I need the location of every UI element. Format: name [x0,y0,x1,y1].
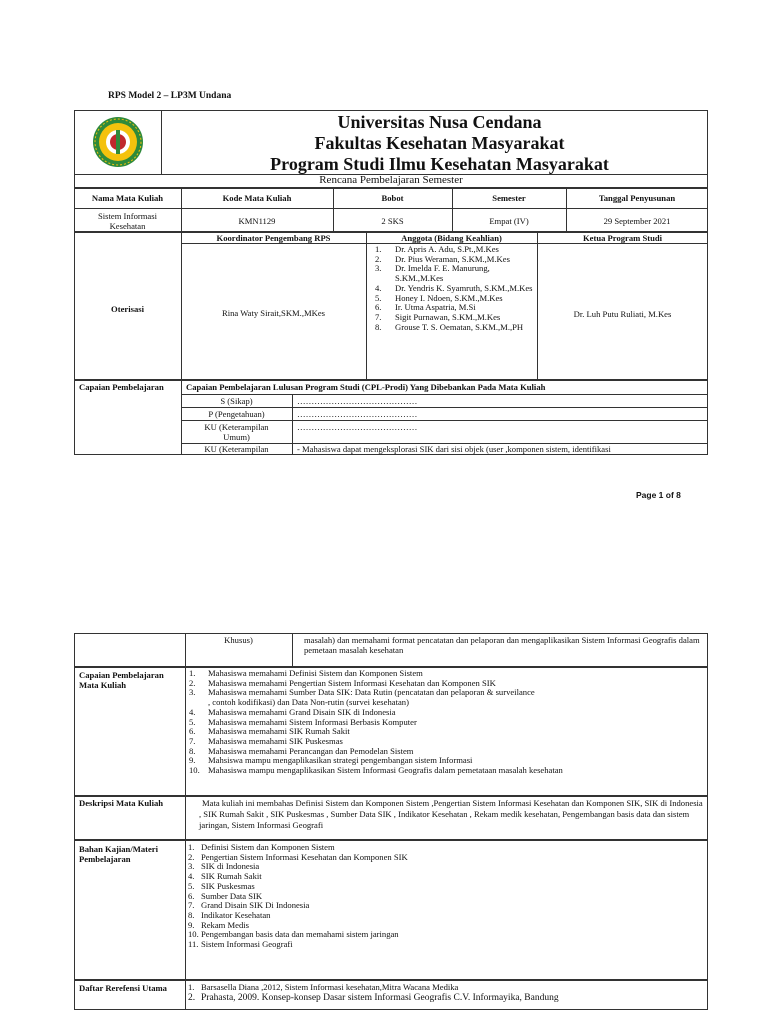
list-item: 2. Pengertian Sistem Informasi Kesehatan dan Komponen SIK [188,851,408,862]
continued-text: masalah) dan memahami format pencatatan dan pelaporan dan mengaplikasikan Sistem Informasi Geografis dalam pemetaan masalah kesehatan [304,635,700,655]
list-item: 4. Mahasiswa memahami Grand Disain SIK di Indonesia [189,706,396,717]
header-bobot: Bobot [381,193,404,203]
cpmk-list [189,669,705,776]
program-name: Program Studi Ilmu Kesehatan Masyarakat [270,154,609,174]
header-tanggal-penyusunan: Tanggal Penyusunan [598,193,676,203]
header-kode-mata-kuliah: Kode Mata Kuliah [222,193,292,203]
list-item: 9. Mahsiswa mampu mengaplikasikan strategi pengembangan sistem Informasi [189,755,473,766]
list-item: 3. SIK di Indonesia [188,861,260,872]
continued-label: Khusus) [224,635,253,645]
university-name: Universitas Nusa Cendana [337,112,542,132]
deskripsi-label: Deskripsi Mata Kuliah [79,798,164,808]
coordinator-name: Rina Waty Sirait,SKM.,MKes [222,308,325,318]
head-header: Ketua Program Studi [582,233,663,243]
list-item: 10. Pengembangan basis data dan memahami sistem jaringan [188,929,399,940]
capaian-row-value: …………………………………… [297,396,418,406]
list-item: 1. Definisi Sistem dan Komponen Sistem [188,842,335,852]
list-item: 3. Dr. Imelda F. E. Manurung, S.KM.,M.Kes [375,263,490,284]
bahan-kajian-label: Bahan Kajian/Materi Pembelajaran [79,844,159,864]
list-item: 4. SIK Rumah Sakit [188,871,262,882]
list-item: 4. Dr. Yendris K. Syamruth, S.KM.,M.Kes [375,282,533,293]
list-item: 7. Sigit Purnawan, S.KM.,M.Kes [375,311,501,322]
list-item: 9. Rekam Medis [188,919,249,930]
value-semester: Empat (IV) [489,216,529,226]
list-item: 6. Mahasiswa memahami SIK Rumah Sakit [189,726,350,737]
cpmk-label: Capaian Pembelajaran Mata Kuliah [79,670,164,690]
capaian-row-label: S (Sikap) [220,396,253,406]
header-semester: Semester [492,193,526,203]
rps-title: Rencana Pembelajaran Semester [319,174,463,186]
list-item: 8. Mahasiswa memahami Perancangan dan Pemodelan Sistem [189,745,414,756]
header-nama-mata-kuliah: Nama Mata Kuliah [91,193,164,203]
members-header: Anggota (Bidang Keahlian) [401,233,502,243]
list-item: 7. Grand Disain SIK Di Indonesia [188,900,310,911]
value-tanggal-penyusunan: 29 September 2021 [603,216,671,226]
list-item: 5. Honey I. Ndoen, S.KM.,M.Kes [375,292,503,303]
list-item: 2. Prahasta, 2009. Konsep-konsep Dasar sistem Informasi Geografis C.V. Informayika, Bandung [188,992,559,1003]
list-item: 5. SIK Puskesmas [188,880,255,891]
document-header: RPS Model 2 – LP3M Undana [108,91,232,101]
capaian-row-value: …………………………………… [297,409,418,419]
deskripsi-text: Mata kuliah ini membahas Definisi Sistem dan Komponen Sistem ,Pengertian Sistem Informasi Kesehatan dan Komponen SIK, SIK di Indonesia , SIK Rumah Sakit , SIK Puskesmas , Sumber Data SIK , Indikator Kesehatan , Rekam medik kesehatan, Pengembangan basis data dan sistem jaringan, Sistem Informasi Geografi [199,798,703,830]
list-item: 6. Ir. Utma Aspatria, M.Si [375,302,476,313]
bahan-kajian-list [188,843,698,950]
capaian-row-label: KU (Keterampilan Umum) [204,422,269,442]
page-number: Page 1 of 8 [636,490,681,500]
faculty-name: Fakultas Kesehatan Masyarakat [314,133,565,153]
capaian-label: Capaian Pembelajaran [79,382,164,392]
list-item: 8. Indikator Kesehatan [188,909,271,920]
referensi-label: Daftar Rerefensi Utama [79,983,167,993]
list-item: 6. Sumber Data SIK [188,890,263,901]
capaian-row-label: P (Pengetahuan) [208,409,265,419]
referensi-list [188,983,703,1004]
value-nama-mata-kuliah: Sistem Informasi Kesehatan [98,211,157,231]
list-item: 11. Sistem Informasi Geografi [188,939,293,950]
head-name: Dr. Luh Putu Ruliati, M.Kes [573,309,672,319]
list-item: 3. Mahasiswa memahami Sumber Data SIK: Data Rutin (pencatatan dan pelaporan & surveilance , contoh kodifikasi) dan Data Non-rutin (survei kesehatan) [189,687,535,708]
list-item: 8. Grouse T. S. Oematan, S.KM.,M.,PH [375,321,524,332]
members-list [375,245,535,332]
list-item: 1. Dr. Apris A. Adu, S.Pt.,M.Kes [375,244,499,254]
otorisasi-label: Oterisasi [111,304,144,314]
capaian-row-value: …………………………………… [297,422,418,432]
coordinator-header: Koordinator Pengembang RPS [216,233,331,243]
value-kode-mata-kuliah: KMN1129 [238,216,276,226]
list-item: 1. Barsasella Diana ,2012, Sistem Informasi kesehatan,Mitra Wacana Medika [188,982,459,992]
list-item: 7. Mahasiswa memahami SIK Puskesmas [189,735,343,746]
university-seal-icon [92,116,144,168]
capaian-row-label: KU (Keterampilan [204,444,269,454]
value-bobot: 2 SKS [381,216,404,226]
list-item: 5. Mahasiswa memahami Sistem Informasi Berbasis Komputer [189,716,417,727]
list-item: 1. Mahasiswa memahami Definisi Sistem dan Komponen Sistem [189,668,423,678]
list-item: 2. Mahasiswa memahami Pengertian Sistem Informasi Kesehatan dan Komponen SIK [189,677,496,688]
list-item: 10. Mahasiswa mampu mengaplikasikan Sistem Informasi Geografis dalam pemetataan masalah kesehatan [189,765,563,776]
university-logo [92,116,144,168]
list-item: 2. Dr. Pius Weraman, S.KM.,M.Kes [375,253,510,264]
capaian-row-value: - Mahasiswa dapat mengeksplorasi SIK dari sisi objek (user ,komponen sistem, identifikasi [297,444,611,454]
capaian-header: Capaian Pembelajaran Lulusan Program Studi (CPL-Prodi) Yang Dibebankan Pada Mata Kuliah [186,382,546,392]
